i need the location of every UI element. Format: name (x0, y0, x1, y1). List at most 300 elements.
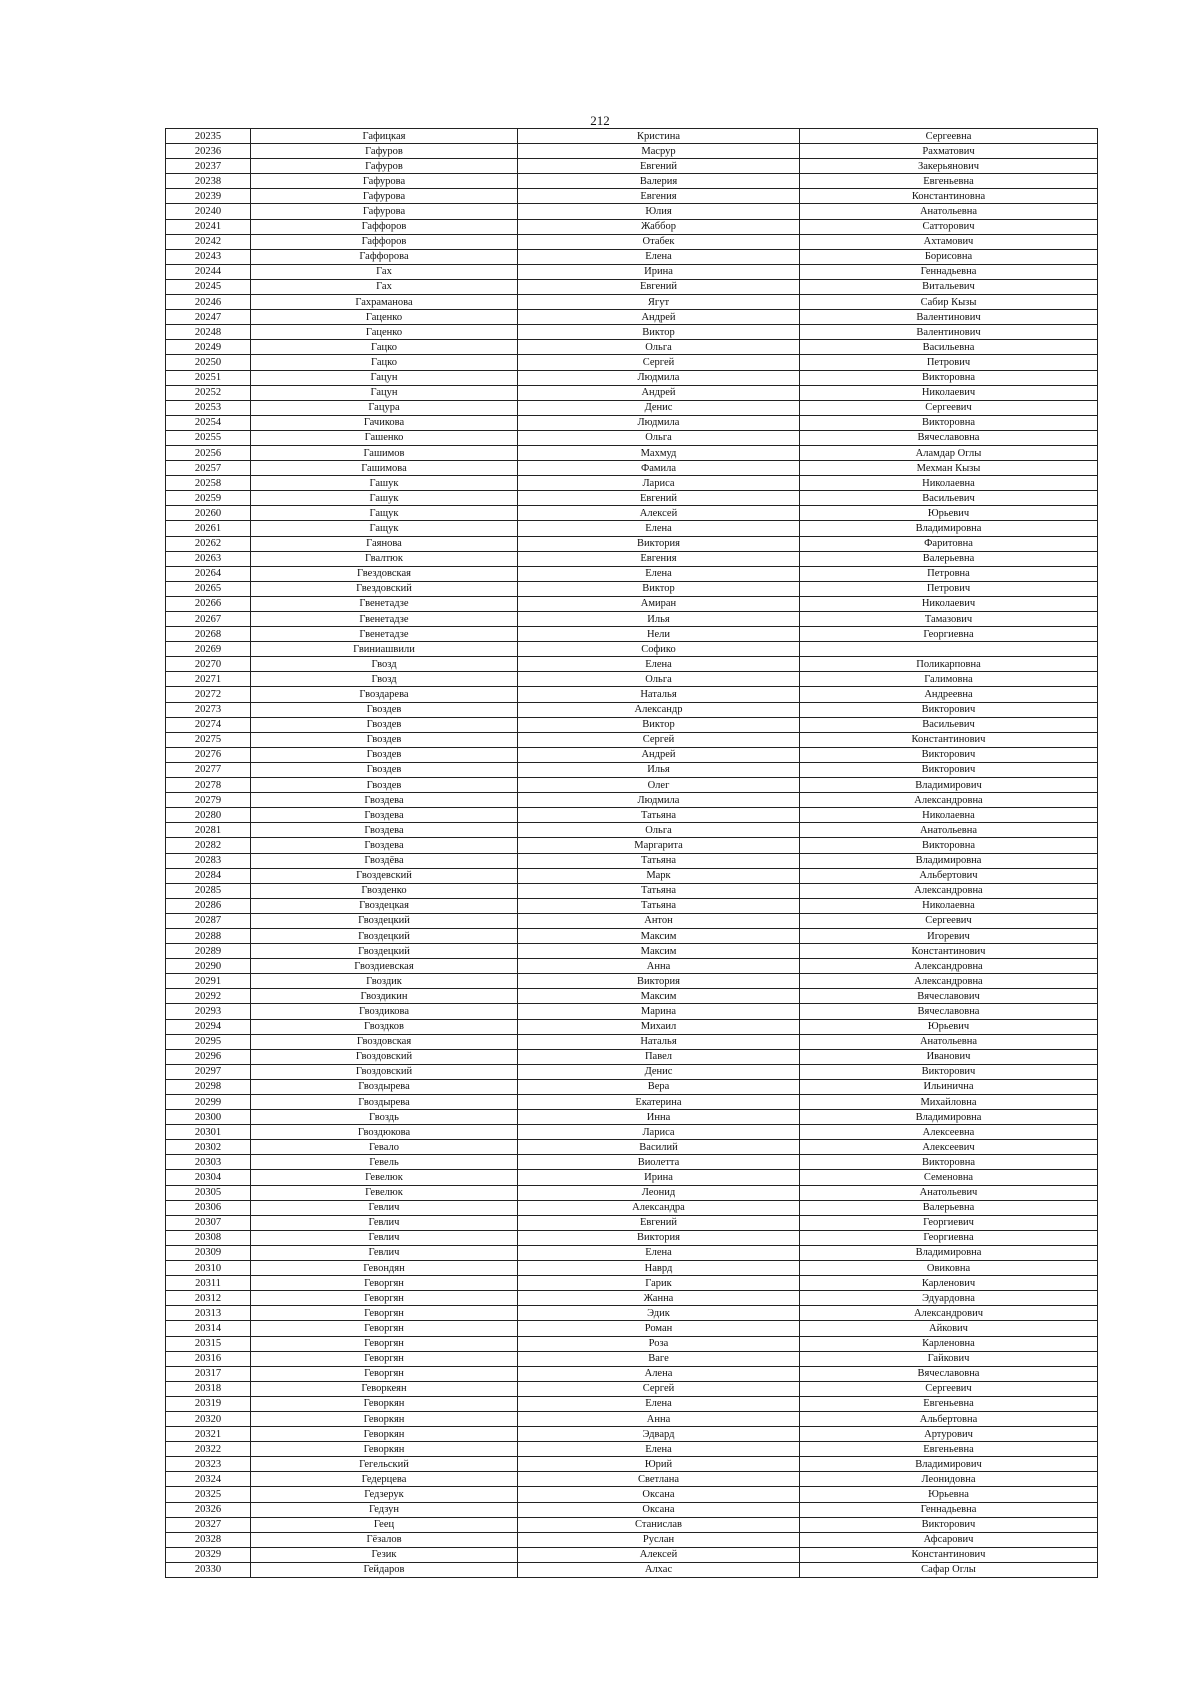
patronymic-cell: Викторовна (800, 370, 1098, 385)
row-number-cell: 20319 (166, 1396, 251, 1411)
table-row (166, 1532, 1098, 1547)
patronymic-cell: Евгеньевна (800, 1442, 1098, 1457)
table-row (166, 1230, 1098, 1245)
row-number-cell: 20307 (166, 1215, 251, 1230)
table-row (166, 476, 1098, 491)
last-name-cell: Гвоздиевская (251, 959, 518, 974)
last-name-cell: Гаффоров (251, 219, 518, 234)
row-number-cell: 20249 (166, 340, 251, 355)
row-number-cell: 20290 (166, 959, 251, 974)
first-name-cell: Людмила (518, 415, 800, 430)
table-row (166, 566, 1098, 581)
row-number-cell: 20262 (166, 536, 251, 551)
patronymic-cell: Николаевна (800, 898, 1098, 913)
patronymic-cell: Аламдар Оглы (800, 445, 1098, 460)
row-number-cell: 20311 (166, 1276, 251, 1291)
last-name-cell: Гвоздева (251, 808, 518, 823)
row-number-cell: 20295 (166, 1034, 251, 1049)
first-name-cell: Фамила (518, 461, 800, 476)
table-row (166, 1502, 1098, 1517)
patronymic-cell: Юрьевич (800, 1019, 1098, 1034)
patronymic-cell: Вячеславовна (800, 430, 1098, 445)
patronymic-cell: Юрьевна (800, 1487, 1098, 1502)
last-name-cell: Гафицкая (251, 129, 518, 144)
last-name-cell: Гашук (251, 491, 518, 506)
row-number-cell: 20287 (166, 913, 251, 928)
first-name-cell: Виктория (518, 974, 800, 989)
table-row (166, 1547, 1098, 1562)
first-name-cell: Ольга (518, 340, 800, 355)
last-name-cell: Гвоздёва (251, 853, 518, 868)
last-name-cell: Гвалтюк (251, 551, 518, 566)
patronymic-cell: Петрович (800, 355, 1098, 370)
first-name-cell: Андрей (518, 310, 800, 325)
last-name-cell: Гвиниашвили (251, 642, 518, 657)
first-name-cell: Роза (518, 1336, 800, 1351)
last-name-cell: Гвоздик (251, 974, 518, 989)
table-row (166, 612, 1098, 627)
last-name-cell: Гегельский (251, 1457, 518, 1472)
table-row (166, 204, 1098, 219)
patronymic-cell: Викторович (800, 747, 1098, 762)
patronymic-cell: Сергеевич (800, 1381, 1098, 1396)
first-name-cell: Махмуд (518, 445, 800, 460)
last-name-cell: Гах (251, 279, 518, 294)
row-number-cell: 20269 (166, 642, 251, 657)
last-name-cell: Гашимова (251, 461, 518, 476)
table-row (166, 385, 1098, 400)
row-number-cell: 20261 (166, 521, 251, 536)
table-row (166, 506, 1098, 521)
last-name-cell: Гвоздецкий (251, 944, 518, 959)
last-name-cell: Гвоздев (251, 778, 518, 793)
first-name-cell: Денис (518, 1064, 800, 1079)
patronymic-cell: Петровна (800, 566, 1098, 581)
table-row (166, 1306, 1098, 1321)
row-number-cell: 20252 (166, 385, 251, 400)
table-row (166, 898, 1098, 913)
first-name-cell: Амиран (518, 596, 800, 611)
first-name-cell: Виктор (518, 581, 800, 596)
first-name-cell: Виктор (518, 325, 800, 340)
last-name-cell: Гашук (251, 476, 518, 491)
first-name-cell: Александра (518, 1200, 800, 1215)
last-name-cell: Гевлич (251, 1230, 518, 1245)
first-name-cell: Виолетта (518, 1155, 800, 1170)
row-number-cell: 20259 (166, 491, 251, 506)
table-row (166, 687, 1098, 702)
first-name-cell: Ольга (518, 672, 800, 687)
row-number-cell: 20296 (166, 1049, 251, 1064)
row-number-cell: 20245 (166, 279, 251, 294)
row-number-cell: 20260 (166, 506, 251, 521)
patronymic-cell: Викторовна (800, 838, 1098, 853)
first-name-cell: Жанна (518, 1291, 800, 1306)
table-row (166, 1396, 1098, 1411)
row-number-cell: 20306 (166, 1200, 251, 1215)
first-name-cell: Евгений (518, 159, 800, 174)
last-name-cell: Гвоздовский (251, 1049, 518, 1064)
last-name-cell: Геворгян (251, 1306, 518, 1321)
row-number-cell: 20308 (166, 1230, 251, 1245)
patronymic-cell: Андреевна (800, 687, 1098, 702)
table-row (166, 415, 1098, 430)
first-name-cell: Ирина (518, 1170, 800, 1185)
row-number-cell: 20324 (166, 1472, 251, 1487)
row-number-cell: 20330 (166, 1562, 251, 1577)
last-name-cell: Гафуров (251, 144, 518, 159)
first-name-cell: Павел (518, 1049, 800, 1064)
first-name-cell: Виктория (518, 1230, 800, 1245)
row-number-cell: 20271 (166, 672, 251, 687)
first-name-cell: Масрур (518, 144, 800, 159)
row-number-cell: 20275 (166, 732, 251, 747)
patronymic-cell: Викторович (800, 762, 1098, 777)
row-number-cell: 20241 (166, 219, 251, 234)
patronymic-cell: Алексеевна (800, 1125, 1098, 1140)
patronymic-cell: Игоревич (800, 928, 1098, 943)
last-name-cell: Геворкян (251, 1442, 518, 1457)
last-name-cell: Геворкян (251, 1411, 518, 1426)
row-number-cell: 20317 (166, 1366, 251, 1381)
first-name-cell: Елена (518, 657, 800, 672)
last-name-cell: Гашимов (251, 445, 518, 460)
first-name-cell: Ольга (518, 430, 800, 445)
patronymic-cell: Анатольевна (800, 823, 1098, 838)
table-row (166, 189, 1098, 204)
last-name-cell: Гвоздев (251, 717, 518, 732)
table-row (166, 279, 1098, 294)
first-name-cell: Елена (518, 566, 800, 581)
patronymic-cell: Николаевна (800, 476, 1098, 491)
patronymic-cell: Владимирович (800, 1457, 1098, 1472)
last-name-cell: Геворкеян (251, 1381, 518, 1396)
patronymic-cell: Сафар Оглы (800, 1562, 1098, 1577)
patronymic-cell: Васильевна (800, 340, 1098, 355)
last-name-cell: Гвездовский (251, 581, 518, 596)
table-row (166, 461, 1098, 476)
table-row (166, 1125, 1098, 1140)
first-name-cell: Оксана (518, 1502, 800, 1517)
last-name-cell: Гвоздевский (251, 868, 518, 883)
last-name-cell: Гвоздев (251, 762, 518, 777)
last-name-cell: Геворгян (251, 1291, 518, 1306)
table-row (166, 838, 1098, 853)
last-name-cell: Геворгян (251, 1336, 518, 1351)
patronymic-cell: Евгеньевна (800, 1396, 1098, 1411)
patronymic-cell: Александрович (800, 1306, 1098, 1321)
row-number-cell: 20236 (166, 144, 251, 159)
table-row (166, 1215, 1098, 1230)
first-name-cell: Вера (518, 1079, 800, 1094)
row-number-cell: 20242 (166, 234, 251, 249)
last-name-cell: Гевлич (251, 1200, 518, 1215)
patronymic-cell: Овиковна (800, 1261, 1098, 1276)
table-row (166, 1336, 1098, 1351)
last-name-cell: Геворкян (251, 1427, 518, 1442)
first-name-cell: Наталья (518, 687, 800, 702)
first-name-cell: Людмила (518, 793, 800, 808)
last-name-cell: Гевлич (251, 1245, 518, 1260)
patronymic-cell: Александровна (800, 959, 1098, 974)
table-row (166, 551, 1098, 566)
row-number-cell: 20276 (166, 747, 251, 762)
patronymic-cell: Рахматович (800, 144, 1098, 159)
last-name-cell: Гацун (251, 385, 518, 400)
row-number-cell: 20266 (166, 596, 251, 611)
first-name-cell: Ягут (518, 295, 800, 310)
last-name-cell: Гвоздарева (251, 687, 518, 702)
patronymic-cell (800, 642, 1098, 657)
row-number-cell: 20293 (166, 1004, 251, 1019)
patronymic-cell: Гайкович (800, 1351, 1098, 1366)
first-name-cell: Гарик (518, 1276, 800, 1291)
last-name-cell: Гейдаров (251, 1562, 518, 1577)
patronymic-cell: Эдуардовна (800, 1291, 1098, 1306)
patronymic-cell: Карленовна (800, 1336, 1098, 1351)
patronymic-cell: Николаевна (800, 808, 1098, 823)
table-row (166, 1291, 1098, 1306)
last-name-cell: Гафурова (251, 204, 518, 219)
first-name-cell: Ваге (518, 1351, 800, 1366)
table-row (166, 868, 1098, 883)
last-name-cell: Гаценко (251, 310, 518, 325)
row-number-cell: 20283 (166, 853, 251, 868)
table-row (166, 1004, 1098, 1019)
first-name-cell: Максим (518, 989, 800, 1004)
first-name-cell: Сергей (518, 1381, 800, 1396)
first-name-cell: Елена (518, 1396, 800, 1411)
last-name-cell: Гащук (251, 506, 518, 521)
patronymic-cell: Георгиевна (800, 1230, 1098, 1245)
table-row (166, 536, 1098, 551)
patronymic-cell: Константинович (800, 1547, 1098, 1562)
last-name-cell: Геворгян (251, 1321, 518, 1336)
table-row (166, 295, 1098, 310)
patronymic-cell: Васильевич (800, 491, 1098, 506)
table-row (166, 1140, 1098, 1155)
row-number-cell: 20325 (166, 1487, 251, 1502)
row-number-cell: 20303 (166, 1155, 251, 1170)
patronymic-cell: Иванович (800, 1049, 1098, 1064)
patronymic-cell: Валерьевна (800, 1200, 1098, 1215)
row-number-cell: 20246 (166, 295, 251, 310)
row-number-cell: 20304 (166, 1170, 251, 1185)
table-row (166, 1442, 1098, 1457)
patronymic-cell: Анатольевна (800, 1034, 1098, 1049)
table-row (166, 1261, 1098, 1276)
first-name-cell: Сергей (518, 355, 800, 370)
last-name-cell: Гвоздева (251, 793, 518, 808)
first-name-cell: Жаббор (518, 219, 800, 234)
row-number-cell: 20281 (166, 823, 251, 838)
last-name-cell: Гевало (251, 1140, 518, 1155)
table-row (166, 883, 1098, 898)
row-number-cell: 20257 (166, 461, 251, 476)
last-name-cell: Гедзерук (251, 1487, 518, 1502)
first-name-cell: Максим (518, 944, 800, 959)
patronymic-cell: Леонидовна (800, 1472, 1098, 1487)
patronymic-cell: Владимирович (800, 778, 1098, 793)
first-name-cell: Евгения (518, 189, 800, 204)
table-row (166, 159, 1098, 174)
first-name-cell: Алексей (518, 1547, 800, 1562)
table-row (166, 581, 1098, 596)
table-row (166, 1487, 1098, 1502)
row-number-cell: 20237 (166, 159, 251, 174)
row-number-cell: 20321 (166, 1427, 251, 1442)
row-number-cell: 20301 (166, 1125, 251, 1140)
table-row (166, 1110, 1098, 1125)
patronymic-cell: Владимировна (800, 1110, 1098, 1125)
row-number-cell: 20235 (166, 129, 251, 144)
table-row (166, 400, 1098, 415)
row-number-cell: 20280 (166, 808, 251, 823)
row-number-cell: 20322 (166, 1442, 251, 1457)
patronymic-cell: Мехман Кызы (800, 461, 1098, 476)
table-row (166, 823, 1098, 838)
patronymic-cell: Вячеславович (800, 989, 1098, 1004)
last-name-cell: Гвоздовский (251, 1064, 518, 1079)
last-name-cell: Геворкян (251, 1396, 518, 1411)
row-number-cell: 20315 (166, 1336, 251, 1351)
first-name-cell: Анна (518, 1411, 800, 1426)
patronymic-cell: Николаевич (800, 385, 1098, 400)
table-row (166, 974, 1098, 989)
last-name-cell: Гвоздков (251, 1019, 518, 1034)
last-name-cell: Гаценко (251, 325, 518, 340)
row-number-cell: 20277 (166, 762, 251, 777)
last-name-cell: Гевондян (251, 1261, 518, 1276)
first-name-cell: Елена (518, 1442, 800, 1457)
patronymic-cell: Валентинович (800, 310, 1098, 325)
row-number-cell: 20328 (166, 1532, 251, 1547)
patronymic-cell: Сергеевич (800, 400, 1098, 415)
last-name-cell: Гвоздев (251, 732, 518, 747)
row-number-cell: 20256 (166, 445, 251, 460)
row-number-cell: 20279 (166, 793, 251, 808)
table-row (166, 234, 1098, 249)
table-row (166, 144, 1098, 159)
table-row (166, 778, 1098, 793)
last-name-cell: Гафурова (251, 189, 518, 204)
first-name-cell: Сергей (518, 732, 800, 747)
row-number-cell: 20320 (166, 1411, 251, 1426)
last-name-cell: Гвоздикова (251, 1004, 518, 1019)
first-name-cell: Денис (518, 400, 800, 415)
patronymic-cell: Ильинична (800, 1079, 1098, 1094)
last-name-cell: Гвозд (251, 657, 518, 672)
first-name-cell: Максим (518, 928, 800, 943)
table-row (166, 702, 1098, 717)
row-number-cell: 20278 (166, 778, 251, 793)
first-name-cell: Антон (518, 913, 800, 928)
first-name-cell: Виктория (518, 536, 800, 551)
last-name-cell: Гвоздикин (251, 989, 518, 1004)
table-row (166, 1562, 1098, 1577)
last-name-cell: Геворгян (251, 1351, 518, 1366)
patronymic-cell: Георгиевич (800, 1215, 1098, 1230)
row-number-cell: 20329 (166, 1547, 251, 1562)
last-name-cell: Геворгян (251, 1276, 518, 1291)
first-name-cell: Илья (518, 762, 800, 777)
table-row (166, 1200, 1098, 1215)
first-name-cell: Юрий (518, 1457, 800, 1472)
row-number-cell: 20305 (166, 1185, 251, 1200)
last-name-cell: Гевелюк (251, 1185, 518, 1200)
row-number-cell: 20289 (166, 944, 251, 959)
row-number-cell: 20291 (166, 974, 251, 989)
patronymic-cell: Николаевич (800, 596, 1098, 611)
patronymic-cell: Сабир Кызы (800, 295, 1098, 310)
last-name-cell: Гвоздырева (251, 1079, 518, 1094)
first-name-cell: Михаил (518, 1019, 800, 1034)
last-name-cell: Гедерцева (251, 1472, 518, 1487)
last-name-cell: Гвоздецкий (251, 928, 518, 943)
last-name-cell: Гвоздев (251, 747, 518, 762)
last-name-cell: Гвенетадзе (251, 627, 518, 642)
table-row (166, 370, 1098, 385)
patronymic-cell: Константинович (800, 944, 1098, 959)
first-name-cell: Юлия (518, 204, 800, 219)
first-name-cell: Инна (518, 1110, 800, 1125)
table-row (166, 1381, 1098, 1396)
patronymic-cell: Викторовна (800, 415, 1098, 430)
first-name-cell: Оксана (518, 1487, 800, 1502)
first-name-cell: Татьяна (518, 883, 800, 898)
patronymic-cell: Анатольевич (800, 1185, 1098, 1200)
patronymic-cell: Карленович (800, 1276, 1098, 1291)
first-name-cell: Олег (518, 778, 800, 793)
table-row (166, 249, 1098, 264)
patronymic-cell: Владимировна (800, 521, 1098, 536)
last-name-cell: Гвоздецкая (251, 898, 518, 913)
table-row (166, 1049, 1098, 1064)
patronymic-cell: Владимировна (800, 1245, 1098, 1260)
row-number-cell: 20310 (166, 1261, 251, 1276)
patronymic-cell: Тамазович (800, 612, 1098, 627)
patronymic-cell: Александровна (800, 883, 1098, 898)
patronymic-cell: Поликарповна (800, 657, 1098, 672)
patronymic-cell: Сатторович (800, 219, 1098, 234)
row-number-cell: 20312 (166, 1291, 251, 1306)
row-number-cell: 20314 (166, 1321, 251, 1336)
row-number-cell: 20240 (166, 204, 251, 219)
patronymic-cell: Айкович (800, 1321, 1098, 1336)
first-name-cell: Эдик (518, 1306, 800, 1321)
first-name-cell: Илья (518, 612, 800, 627)
table-row (166, 1427, 1098, 1442)
table-row (166, 1034, 1098, 1049)
table-row (166, 1170, 1098, 1185)
patronymic-cell: Афсарович (800, 1532, 1098, 1547)
first-name-cell: Ольга (518, 823, 800, 838)
first-name-cell: Маргарита (518, 838, 800, 853)
row-number-cell: 20288 (166, 928, 251, 943)
row-number-cell: 20273 (166, 702, 251, 717)
row-number-cell: 20272 (166, 687, 251, 702)
first-name-cell: Кристина (518, 129, 800, 144)
row-number-cell: 20267 (166, 612, 251, 627)
last-name-cell: Геец (251, 1517, 518, 1532)
table-row (166, 627, 1098, 642)
table-row (166, 310, 1098, 325)
row-number-cell: 20264 (166, 566, 251, 581)
first-name-cell: Алена (518, 1366, 800, 1381)
last-name-cell: Гвоздюкова (251, 1125, 518, 1140)
first-name-cell: Евгений (518, 279, 800, 294)
table-row (166, 1095, 1098, 1110)
